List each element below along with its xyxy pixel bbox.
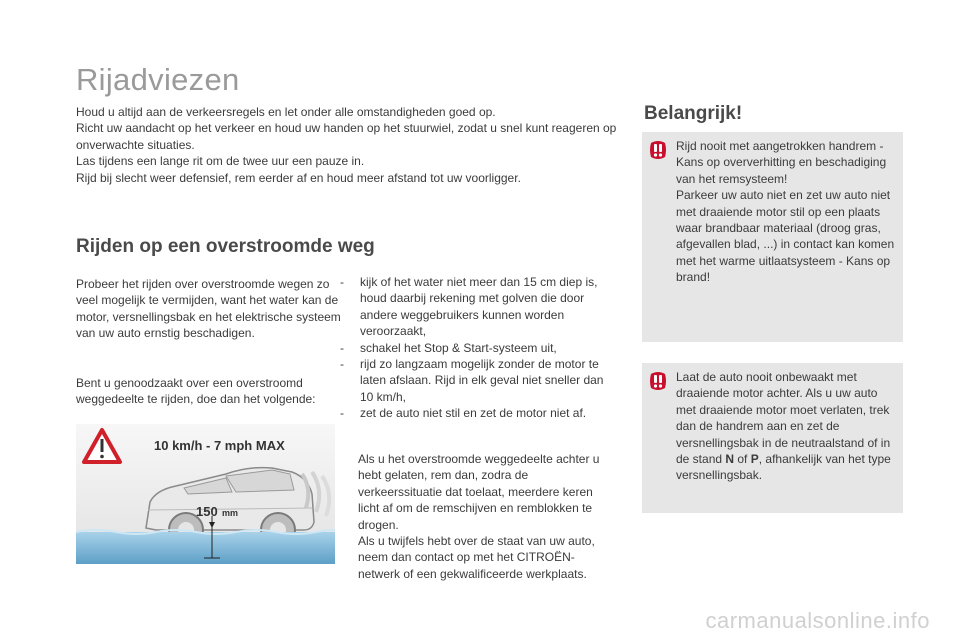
list-item-text: kijk of het water niet meer dan 15 cm diep is, houd daarbij rekening met golven die door andere weggebruikers kunnen worden veroorzaakt, [360,275,598,339]
paragraph-if-necessary [76,375,346,408]
paragraph-text: Als u twijfels hebt over de staat van uw auto, neem dan contact op met het CITROËN-netwerk of een gekwalificeerde werkplaats. [358,534,595,581]
bullet-marker: - [340,406,344,421]
intro-line-4: Rijd bij slecht weer defensief, rem eerder af en houd meer afstand tot uw voorligger. [76,170,521,185]
list-item [340,340,620,356]
list-item-text: schakel het Stop & Start-systeem uit, [360,340,557,355]
section-heading: Rijden op een overstroomde weg [76,236,375,257]
paragraph-text: Probeer het rijden over overstroomde wegen zo veel mogelijk te vermijden, want het water kan de motor, versnellingsbak en het elektrische systeem van uw auto ernstig beschadigen. [76,277,341,341]
important-heading: Belangrijk! [644,103,743,124]
list-item-text: rijd zo langzaam mogelijk zonder de motor te laten afslaan. Rijd in elk geval niet sneller dan 10 km/h, [360,357,604,404]
important-box-handbrake [642,132,903,342]
paragraph-text: Bent u genoodzaakt over een overstroomd weggedeelte te rijden, doe dan het volgende: [76,376,316,407]
bullet-marker: - [340,340,344,355]
depth-unit: mm [222,508,239,518]
text-segment: , afhankelijk van het type versnellingsbak. [676,452,891,483]
list-item-text: zet de auto niet stil en zet de motor niet af. [360,406,587,421]
paragraph-avoid-flooded-roads [76,276,346,342]
important-text [676,369,898,484]
text-segment: of [734,452,751,467]
page-title: Rijadviezen [76,62,240,97]
intro-text [76,104,626,186]
intro-line-2: Richt uw aandacht op het verkeer en houd uw handen op het stuurwiel, zodat u snel kunt reageren op onverwachte situaties. [76,121,617,152]
text-segment: Laat de auto nooit onbewaakt met draaiende motor achter. Als u uw auto met draaiende motor moet verlaten, trek dan de handrem aan en zet de versnellingsbak in de neutraalstand of in de stand [676,370,891,467]
list-item [340,356,620,405]
gear-n-label: N [725,452,735,467]
bullet-marker: - [340,275,344,289]
gear-p-label: P [750,452,759,467]
paragraph-text: Als u het overstroomde weggedeelte achter u hebt gelaten, rem dan, zodra de verkeerssituatie dat toelaat, meerdere keren licht af om de remschijven en remblokken te drogen. [358,452,600,532]
speed-label: 10 km/h - 7 mph MAX [154,438,285,453]
list-item [340,274,620,340]
warning-icon [648,140,668,160]
depth-value: 150 [196,504,218,519]
watermark: carmanualsonline.info [705,608,930,633]
instruction-list [340,274,620,422]
intro-line-1: Houd u altijd aan de verkeersregels en let onder alle omstandigheden goed op. [76,105,496,119]
important-paragraph: Rijd nooit met aangetrokken handrem - Kans op oververhitting en beschadiging van het remsysteem! [676,139,887,186]
important-paragraph: Parkeer uw auto niet en zet uw auto niet met draaiende motor stil op een plaats waar brandbaar materiaal (droog gras, afgevallen blad, ...) in contact kan komen met het warme uitlaatsysteem - Kans op brand! [676,188,895,285]
important-paragraph [676,369,898,484]
after-flood-advice [358,451,608,582]
warning-icon [648,371,668,391]
important-box-unattended [642,363,903,513]
list-item [340,405,620,421]
water-surface [76,532,335,564]
intro-line-3: Las tijdens een lange rit om de twee uur een pauze in. [76,154,365,169]
bullet-marker: - [340,357,344,372]
important-text [676,138,898,286]
flooded-road-figure [76,424,335,564]
car-illustration [76,424,335,564]
